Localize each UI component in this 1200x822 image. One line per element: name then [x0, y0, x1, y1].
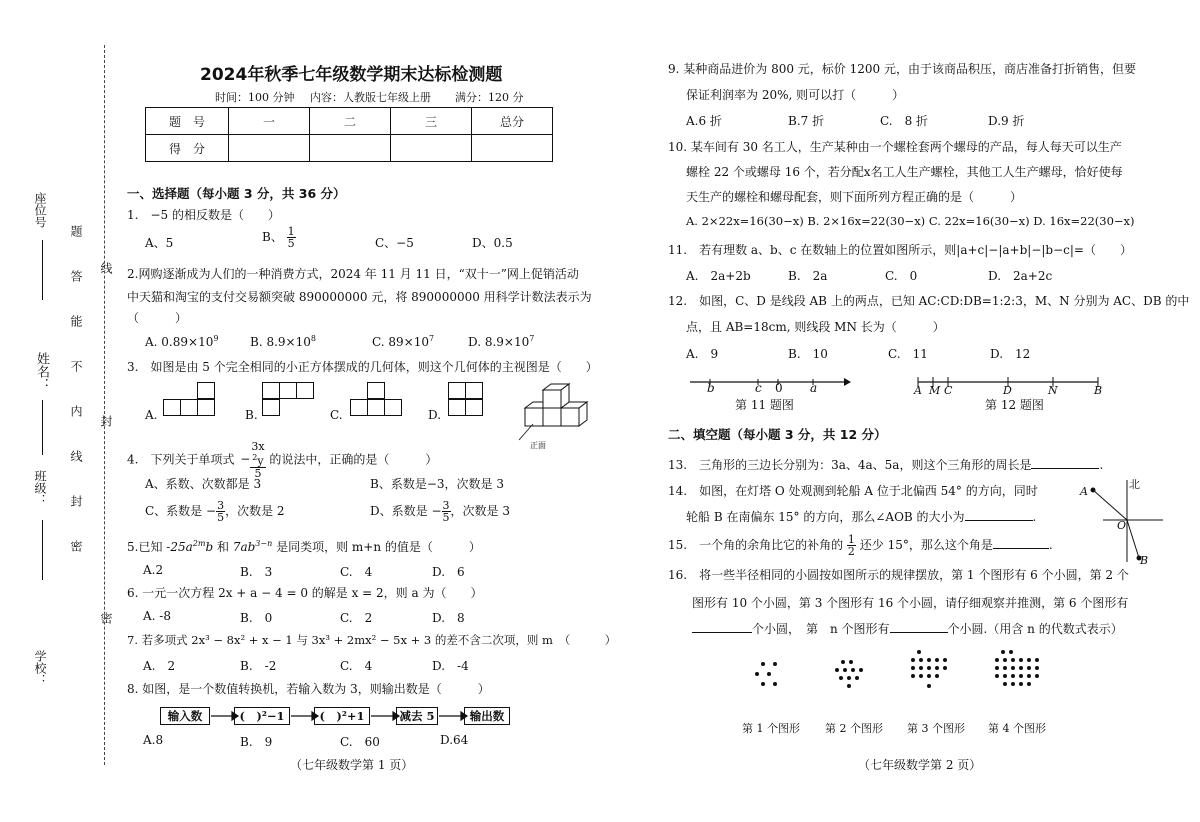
q4-c-frac	[216, 500, 225, 523]
q3-b-cell	[262, 399, 280, 416]
q16-dot	[919, 658, 923, 662]
q2-option-d	[468, 334, 534, 349]
q10-line-3: 天生产的螺栓和螺母配套，则下面所列方程正确的是（ ）	[686, 190, 1023, 204]
q3-a-cell	[163, 399, 181, 416]
fig12-label-d: D	[1003, 384, 1012, 397]
page-1-footer: （七年级数学第 1 页）	[290, 758, 414, 772]
q9-line-1: 9. 某种商品进价为 800 元，标价 1200 元，由于该商品积压，商店准备打折销售，但要	[668, 62, 1136, 76]
q10-options: A. 2×22x=16(30−x) B. 2×16x=22(30−x) C. 22x=16(30−x) D. 16x=22(30−x)	[686, 214, 1135, 228]
q7-option-d: D. -4	[432, 659, 469, 673]
seat-line	[42, 240, 43, 300]
binding-margin	[0, 0, 112, 822]
seal-secret-mark: 密	[99, 612, 113, 624]
score-header-cell: 总分	[472, 108, 553, 135]
q15-fraction	[847, 534, 856, 557]
q9-option-b: B.7 折	[788, 114, 825, 128]
q7-option-c: C. 4	[340, 659, 373, 673]
score-table	[145, 107, 553, 162]
q5-stem-end: 是同类项，则 m+n 的值是（ ）	[276, 540, 481, 554]
q11-option-d: D. 2a+2c	[988, 269, 1053, 283]
q1-stem: 1. −5 的相反数是（ ）	[127, 208, 280, 222]
q16-dot	[919, 666, 923, 670]
q8-option-a: A.8	[143, 733, 164, 747]
q8-box-step1: ( )²−1	[234, 707, 290, 725]
q16-line-3-mid: 个小圆， 第 n 个图形有	[752, 622, 890, 636]
q3-c-cell	[367, 399, 385, 416]
fig12-label-m: M	[929, 384, 941, 397]
seal-seal-mark: 封	[99, 415, 113, 427]
q3-c-cell	[367, 382, 385, 399]
q16-answer-blank-1[interactable]	[692, 632, 752, 633]
q12-line-2: 点，且 AB=18cm, 则线段 MN 长为（ ）	[686, 320, 945, 334]
q9-option-c: C. 8 折	[880, 114, 929, 128]
score-cell	[391, 135, 472, 162]
notice-4: 内	[69, 405, 83, 417]
q2-option-c	[372, 334, 434, 349]
q2-c-base: C. 89×10	[372, 335, 429, 349]
q3-a-cell	[197, 382, 215, 399]
q16-dot	[1003, 658, 1007, 662]
score-cell	[472, 135, 553, 162]
q16-dot	[849, 660, 853, 664]
q3-front-label: 正面	[530, 441, 546, 450]
q14-line-1: 14. 如图，在灯塔 O 处观测到轮船 A 位于北偏西 54° 的方向，同时	[668, 484, 1038, 498]
q5-term-2: $7ab^{3-n}$	[232, 539, 273, 554]
notice-6: 封	[69, 495, 83, 507]
section-2-heading: 二、填空题（每小题 3 分，共 12 分）	[668, 427, 887, 442]
q16-dot	[859, 668, 863, 672]
q16-line-2: 图形有 10 个小圆，第 3 个图形有 16 个小圆，请仔细观察并推测，第 6 个图形有	[692, 596, 1129, 610]
q16-dot	[1011, 658, 1015, 662]
q7-option-a: A. 2	[143, 659, 176, 673]
q4-stem-end: 的说法中，正确的是（ ）	[269, 452, 438, 467]
q8-box-output: 输出数	[464, 707, 510, 725]
q16-dot	[1019, 658, 1023, 662]
q2-option-b	[250, 334, 316, 349]
q14-north-label: 北	[1129, 478, 1140, 491]
q16-line-1: 16. 将一些半径相同的小圆按如图所示的规律摆放，第 1 个图形有 6 个小圆，第 2 个	[668, 568, 1129, 582]
q16-dot	[1003, 682, 1007, 686]
q11-option-b: B. 2a	[788, 269, 828, 283]
q5-option-b: B. 3	[240, 565, 273, 579]
q5-term-1: $-25a^{2m}b$	[166, 539, 214, 554]
fig12-label-n: N	[1048, 384, 1058, 397]
q7-stem: 7. 若多项式 2x³ − 8x² + x − 1 与 3x³ + 2mx² − 5x + 3 的差不含二次项，则 m （ ）	[127, 633, 617, 647]
exam-title: 2024年秋季七年级数学期末达标检测题	[200, 65, 503, 85]
q5-stem-start: 5.已知	[127, 540, 163, 554]
q16-dot	[995, 658, 999, 662]
q3-stem: 3. 如图是由 5 个完全相同的小正方体摆成的几何体，则这个几何体的主视图是（ ）	[127, 360, 598, 374]
q3-b-cell	[279, 382, 297, 399]
fig11-label-b: b	[707, 381, 715, 395]
q16-caption-2: 第 2 个图形	[825, 722, 883, 735]
seat-label: 座位号	[33, 192, 47, 228]
q14-point-o: O	[1117, 519, 1127, 532]
q16-answer-blank-2[interactable]	[890, 632, 948, 633]
q3-solid-figure	[515, 378, 605, 450]
q16-line-3	[692, 620, 1123, 637]
notice-3: 不	[69, 360, 83, 372]
q4-d-tail: ，次数是 3	[450, 504, 510, 518]
q4-c-text: C、系数是	[145, 504, 203, 518]
q14-point-a: A	[1080, 485, 1088, 498]
q4-d-den: 5	[442, 511, 450, 524]
q12-option-c: C. 11	[888, 347, 928, 361]
q7-option-b: B. -2	[240, 659, 277, 673]
q2-option-a	[145, 334, 218, 349]
q16-dot	[935, 658, 939, 662]
q16-dot	[841, 660, 845, 664]
school-label: 学校：	[33, 650, 47, 686]
q5-and: 和	[216, 540, 229, 554]
q11-option-c: C. 0	[885, 269, 918, 283]
q16-dot	[761, 662, 765, 666]
q4-option-a: A、系数、次数都是 3	[145, 477, 262, 491]
q14-line-2-text: 轮船 B 在南偏东 15° 的方向，那么∠AOB 的大小为	[686, 510, 965, 524]
q1-option-b-label: B、	[262, 230, 283, 244]
q1-fraction	[287, 226, 296, 249]
q12-option-b: B. 10	[788, 347, 828, 361]
notice-5: 线	[69, 450, 83, 462]
score-cell	[310, 135, 391, 162]
q3-a-cell	[180, 399, 198, 416]
q15-den: 2	[847, 545, 855, 558]
q16-dot	[1011, 682, 1015, 686]
q3-d-cell	[465, 382, 483, 399]
q3-d-cell	[448, 382, 466, 399]
q11-option-a: A. 2a+2b	[686, 269, 751, 283]
exam-content: 内容：人教版七年级上册	[310, 91, 431, 104]
exam-full-score: 满分：120 分	[455, 91, 524, 104]
q16-dot-patterns	[745, 642, 1065, 710]
q16-dot	[855, 676, 859, 680]
q16-dot	[1035, 666, 1039, 670]
q5-option-a: A.2	[143, 563, 164, 577]
q8-box-step2: ( )²+1	[314, 707, 370, 725]
notice-1: 答	[69, 270, 83, 282]
class-line	[42, 520, 43, 580]
q16-dot	[1027, 658, 1031, 662]
q9-option-d: D.9 折	[988, 114, 1025, 128]
q16-dot	[927, 666, 931, 670]
fig11-caption: 第 11 题图	[735, 398, 794, 412]
q2-line-1: 2.网购逐渐成为人们的一种消费方式，2024 年 11 月 11 日，“双十一”网上促销活动	[127, 267, 579, 281]
q5-option-d: D. 6	[432, 565, 465, 579]
q1-option-d: D、0.5	[472, 236, 513, 250]
fig11-label-0: 0	[775, 381, 783, 395]
q16-dot	[761, 682, 765, 686]
q3-option-b: B.	[245, 408, 258, 422]
q16-dot	[1027, 682, 1031, 686]
fig12-label-a: A	[914, 384, 922, 397]
score-header-cell: 一	[229, 108, 310, 135]
q2-line-2: 中天猫和淘宝的支付交易额突破 890000000 元，将 890000000 用科学计数法表示为	[127, 290, 592, 304]
section-1-heading: 一、选择题（每小题 3 分，共 36 分）	[127, 186, 346, 201]
q9-line-2: 保证利润率为 20%, 则可以打（ ）	[686, 88, 905, 102]
q12-line-1: 12. 如图，C、D 是线段 AB 上的两点，已知 AC:CD:DB=1:2:3，M、N 分别为 AC、DB 的中	[668, 294, 1190, 308]
q16-dot	[927, 674, 931, 678]
q15-answer-blank[interactable]	[993, 548, 1049, 549]
q8-box-step3: 减去 5	[396, 707, 438, 725]
q16-dot	[835, 668, 839, 672]
q16-dot	[1003, 666, 1007, 670]
q16-dot	[995, 674, 999, 678]
q2-b-exp: 8	[310, 334, 316, 343]
q12-option-a: A. 9	[686, 347, 719, 361]
q3-c-cell	[384, 399, 402, 416]
fig11-label-c: c	[755, 381, 762, 395]
q16-dot	[1011, 674, 1015, 678]
q1-den: 5	[287, 237, 295, 250]
q16-dot	[851, 668, 855, 672]
score-cell	[229, 135, 310, 162]
q14-point-b: B	[1140, 554, 1149, 567]
q12-option-d: D. 12	[990, 347, 1031, 361]
q6-option-a: A. -8	[143, 609, 171, 623]
q16-caption-4: 第 4 个图形	[988, 722, 1046, 735]
q14-answer-blank[interactable]	[965, 520, 1033, 521]
q4-stem: 4. 下列关于单项式 − 3x $^2$y 5 的说法中，正确的是（ ）	[127, 440, 438, 480]
q4-stem-start: 4. 下列关于单项式	[127, 452, 235, 467]
q1-option-a: A、5	[145, 236, 174, 250]
seal-dashed-line	[104, 45, 105, 765]
q1-num: 1	[287, 225, 295, 238]
q11-stem: 11. 若有理数 a、b、c 在数轴上的位置如图所示，则|a+c|−|a+b|−|b−c|=（ ）	[668, 243, 1132, 257]
q3-a-cell	[197, 399, 215, 416]
q16-dot	[943, 658, 947, 662]
q2-c-exp: 7	[428, 334, 435, 343]
q16-dot	[843, 668, 847, 672]
q8-stem: 8. 如图，是一个数值转换机，若输入数为 3，则输出数是（ ）	[127, 682, 490, 696]
q1-option-b	[262, 226, 296, 249]
q16-dot	[935, 666, 939, 670]
notice-0: 题	[69, 225, 83, 237]
q9-option-a: A.6 折	[686, 114, 722, 128]
score-header-cell: 二	[310, 108, 391, 135]
name-line	[42, 400, 43, 455]
q4-monomial-num: 3x $^2$y	[251, 440, 265, 468]
notice-2: 能	[69, 315, 83, 327]
q6-stem: 6. 一元一次方程 2x + a − 4 = 0 的解是 x = 2，则 a 为（ ）	[127, 586, 483, 600]
q4-d-num: 3	[442, 499, 450, 512]
q16-caption-3: 第 3 个图形	[907, 722, 965, 735]
q2-a-exp: 9	[213, 334, 219, 343]
q2-d-base: D. 8.9×10	[468, 335, 530, 349]
page-2-footer: （七年级数学第 2 页）	[858, 758, 982, 772]
q4-d-frac	[442, 500, 451, 523]
fig12-label-c: C	[944, 384, 953, 397]
q16-dot	[995, 666, 999, 670]
q16-dot	[1011, 666, 1015, 670]
q16-dot	[919, 674, 923, 678]
q2-line-3: （ ）	[127, 311, 188, 325]
notice-7: 密	[69, 540, 83, 552]
q16-line-3-end: 个小圆.（用含 n 的代数式表示）	[947, 622, 1123, 636]
q6-option-d: D. 8	[432, 611, 465, 625]
q16-dot	[935, 674, 939, 678]
q15-num: 1	[847, 533, 855, 546]
q16-dot	[1019, 674, 1023, 678]
name-label: 姓名：	[34, 352, 49, 391]
q8-option-b: B. 9	[240, 735, 273, 749]
q16-dot	[1035, 674, 1039, 678]
q16-dot	[773, 682, 777, 686]
q13-answer-blank[interactable]	[1031, 468, 1099, 469]
q4-c-num: 3	[217, 499, 225, 512]
q3-d-cell	[465, 399, 483, 416]
exam-time: 时间：100 分钟	[215, 91, 295, 104]
q16-dot	[1001, 650, 1005, 654]
q6-option-b: B. 0	[240, 611, 273, 625]
q4-monomial	[250, 441, 265, 479]
q10-line-1: 10. 某车间有 30 名工人，生产某种由一个螺栓套两个螺母的产品，每人每天可以生产	[668, 140, 1122, 154]
q6-option-c: C. 2	[340, 611, 373, 625]
q4-c-tail: ，次数是 2	[225, 504, 285, 518]
q16-caption-1: 第 1 个图形	[742, 722, 800, 735]
q3-option-c: C.	[330, 408, 343, 422]
q16-dot	[1019, 682, 1023, 686]
q16-dot	[767, 672, 771, 676]
q4-option-c: C、系数是 − $\frac{3}{5}$ ，次数是 2	[145, 499, 285, 524]
q15-text-end: 还少 15°，那么这个角是	[859, 538, 993, 552]
score-cell: 得 分	[146, 135, 229, 162]
q16-dot	[917, 650, 921, 654]
q16-dot	[1035, 658, 1039, 662]
q8-option-d: D.64	[440, 733, 469, 747]
q8-box-input: 输入数	[160, 707, 210, 725]
q15-text-start: 15. 一个角的余角比它的补角的	[668, 538, 844, 552]
q4-option-d: D、系数是 − $\frac{3}{5}$ ，次数是 3	[370, 499, 510, 524]
q4-c-den: 5	[217, 511, 225, 524]
fig12-caption: 第 12 题图	[985, 398, 1044, 412]
q16-dot	[773, 662, 777, 666]
q16-dot	[1003, 674, 1007, 678]
q3-option-a: A.	[145, 408, 158, 422]
q16-dot	[911, 674, 915, 678]
q16-dot	[911, 666, 915, 670]
q4-option-b: B、系数是−3，次数是 3	[370, 477, 504, 491]
q16-dot	[755, 672, 759, 676]
q16-dot	[839, 676, 843, 680]
q2-d-exp: 7	[529, 334, 535, 343]
q2-a-base: A. 0.89×10	[145, 335, 214, 349]
q10-line-2: 螺栓 22 个或螺母 16 个，若分配x名工人生产螺栓，其他工人生产螺母，恰好使每	[686, 165, 1123, 179]
q16-dot	[1027, 666, 1031, 670]
fig11-label-a: a	[810, 381, 818, 395]
q8-option-c: C. 60	[340, 735, 380, 749]
q3-b-cell	[296, 382, 314, 399]
q16-dot	[1009, 650, 1013, 654]
q16-dot	[1027, 674, 1031, 678]
q13-stem: 13. 三角形的三边长分别为：3a、4a、5a，则这个三角形的周长是 .	[668, 458, 1104, 472]
q3-d-cell	[448, 399, 466, 416]
score-header-cell: 三	[391, 108, 472, 135]
q3-c-cell	[350, 399, 368, 416]
q5-option-c: C. 4	[340, 565, 373, 579]
q16-dot	[927, 658, 931, 662]
q13-text: 13. 三角形的三边长分别为：3a、4a、5a，则这个三角形的周长是	[668, 458, 1032, 472]
seal-line-mark: 线	[99, 262, 113, 274]
fig12-label-b: B	[1094, 384, 1103, 397]
q14-line-2: 轮船 B 在南偏东 15° 的方向，那么∠AOB 的大小为 .	[686, 510, 1037, 524]
q1-option-c: C、−5	[375, 236, 414, 250]
q2-b-base: B. 8.9×10	[250, 335, 311, 349]
q16-dot	[911, 658, 915, 662]
q5-stem	[127, 538, 481, 555]
q4-d-text: D、系数是	[370, 504, 428, 518]
q3-option-d: D.	[428, 408, 442, 422]
q16-dot	[1019, 666, 1023, 670]
score-header-cell: 题 号	[146, 108, 229, 135]
q16-dot	[847, 676, 851, 680]
q15-stem: 15. 一个角的余角比它的补角的 $\frac{1}{2}$ 还少 15°，那么这个角是 .	[668, 533, 1053, 558]
q4-monomial-den: 5	[254, 466, 262, 480]
q16-dot	[943, 666, 947, 670]
q3-b-cell	[262, 382, 280, 399]
class-label: 班级：	[33, 470, 47, 506]
q16-dot	[847, 684, 851, 688]
q16-dot	[927, 684, 931, 688]
q8-arrows	[130, 705, 530, 729]
